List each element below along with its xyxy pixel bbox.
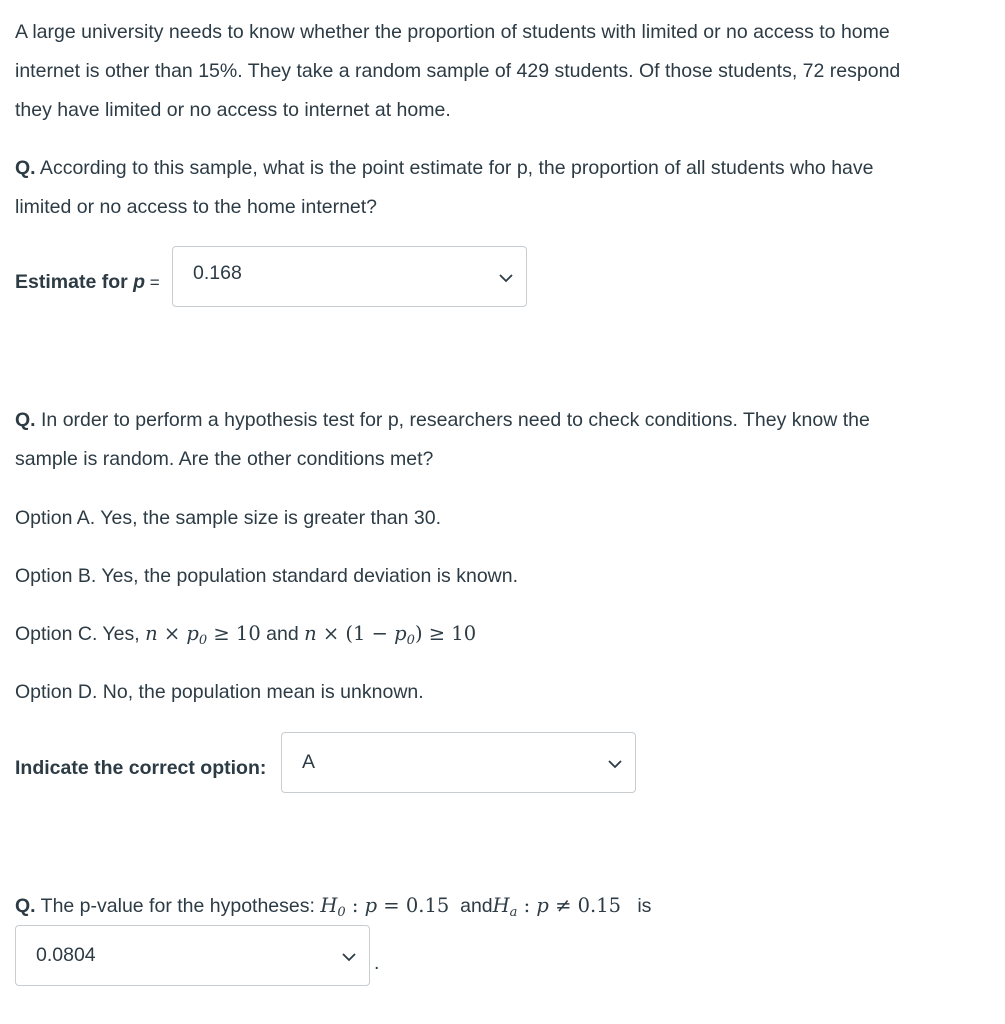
option-b: Option B. Yes, the population standard deviation is known. xyxy=(15,565,519,587)
question-2-prefix: Q. xyxy=(15,409,36,431)
correct-option-dropdown-value: A xyxy=(302,751,316,773)
correct-option-dropdown[interactable] xyxy=(281,732,636,793)
chevron-down-icon xyxy=(607,759,623,769)
intro-line-3: they have limited or no access to internet at home. xyxy=(15,99,451,121)
and-text: and xyxy=(460,895,493,917)
intro-paragraph xyxy=(15,13,900,130)
chevron-down-icon xyxy=(341,952,357,962)
estimate-label: Estimate for p = xyxy=(15,271,160,293)
question-2-text-line-2: sample is random. Are the other conditions met? xyxy=(15,448,434,470)
p-value-dropdown[interactable] xyxy=(15,925,370,986)
estimate-dropdown-value: 0.168 xyxy=(193,262,242,284)
option-c-formula-1: $n \times p_0 \ge 10$ xyxy=(145,622,261,648)
alternative-hypothesis: $H_a$ : p ≠ 0.15 xyxy=(492,894,622,920)
question-3-prefix: Q. xyxy=(15,895,36,917)
question-1-prefix: Q. xyxy=(15,157,36,179)
question-2 xyxy=(15,401,870,479)
estimate-dropdown[interactable] xyxy=(172,246,527,307)
option-c: Option C. Yes, $n \times p_0 \ge 10$ and $n \times (1 - p_0) \ge 10$ xyxy=(15,622,477,648)
question-1-text-line-1: According to this sample, what is the point estimate for p, the proportion of all students who have xyxy=(35,157,874,179)
intro-line-2: internet is other than 15%. They take a random sample of 429 students. Of those students, 72 respond xyxy=(15,60,901,82)
question-2-text-line-1: In order to perform a hypothesis test for p, researchers need to check conditions. They know the xyxy=(35,409,870,431)
question-3-text: The p-value for the hypotheses: xyxy=(35,895,321,917)
is-text: is xyxy=(637,895,652,917)
trailing-period: . xyxy=(374,952,380,974)
option-d: Option D. No, the population mean is unknown. xyxy=(15,681,424,703)
intro-line-1: A large university needs to know whether the proportion of students with limited or no access to home xyxy=(15,21,890,43)
question-1 xyxy=(15,149,873,227)
question-3 xyxy=(15,894,651,918)
option-c-formula-2: $n \times (1 - p_0) \ge 10$ xyxy=(304,622,477,648)
chevron-down-icon xyxy=(498,273,514,283)
null-hypothesis: $H_0$ : p = 0.15 xyxy=(320,894,450,920)
question-1-text-line-2: limited or no access to the home internet? xyxy=(15,196,378,218)
option-a: Option A. Yes, the sample size is greater than 30. xyxy=(15,507,442,529)
correct-option-label: Indicate the correct option: xyxy=(15,757,267,779)
estimate-label-variable: p xyxy=(133,271,146,293)
p-value-dropdown-value: 0.0804 xyxy=(36,944,96,966)
